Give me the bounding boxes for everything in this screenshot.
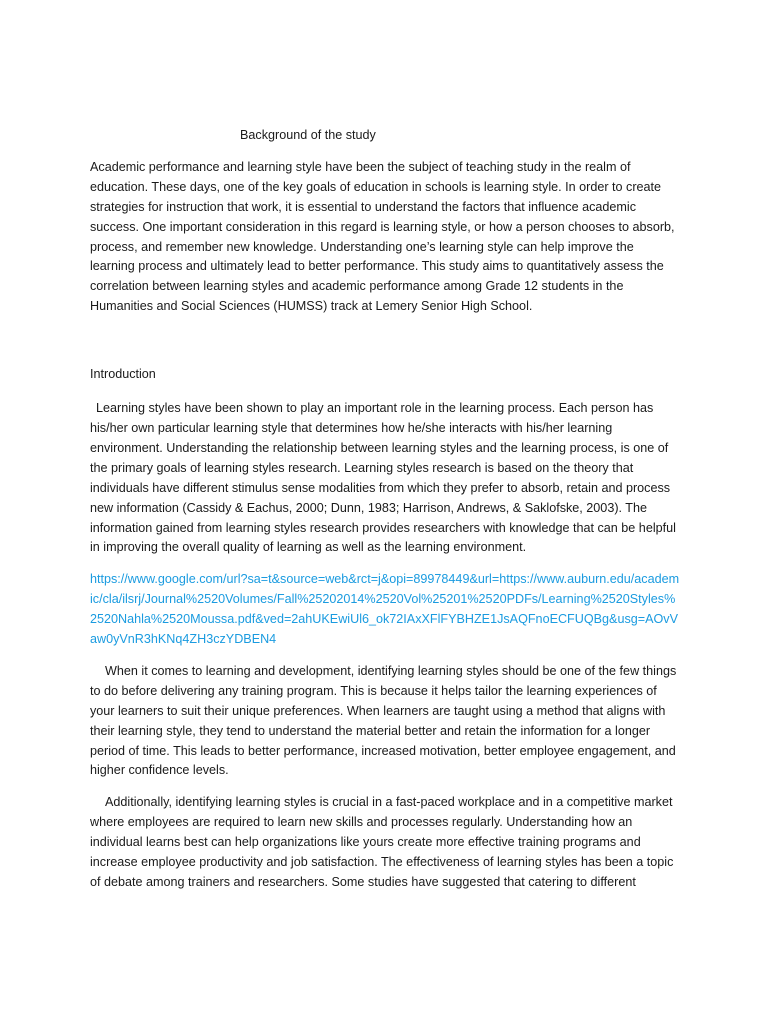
reference-link[interactable]: https://www.google.com/url?sa=t&source=web&rct=j&opi=89978449&url=https://www.auburn.edu/academic/cla/ilsrj/Journal%2520Volumes/Fall%25202014%2520Vol%25201%2520PDFs/Learning%2520Styles%2520Nahla%2520Moussa.pdf&ved=2ahUKEwiUl6_ok72IAxXFlFYBHZE1JsAQFnoECFUQBg&usg=AOvVaw0yVnR3hKNq4ZH3czYDBEN4 (90, 572, 680, 647)
document-body (90, 126, 680, 905)
section-title-background: Background of the study (240, 128, 376, 142)
background-paragraph: Academic performance and learning style have been the subject of teaching study in the realm of education. These days, one of the key goals of education in schools is learning style. In order to create strategies for instruction that work, it is essential to understand the factors that influence academic success. One important consideration in this regard is learning style, or how a person chooses to absorb, process, and remember new knowledge. Understanding one’s learning style can help improve the learning process and ultimately lead to better performance. This study aims to quantitatively assess the correlation between learning styles and academic performance among Grade 12 students in the Humanities and Social Sciences (HUMSS) track at Lemery Senior High School. (90, 159, 675, 314)
section-heading-introduction: Introduction (90, 367, 156, 382)
intro-paragraph-2: When it comes to learning and development, identifying learning styles should be one of the few things to do before delivering any training program. This is because it helps tailor the learning experiences of your learners to suit their unique preferences. When learners are taught using a method that aligns with their learning style, they tend to understand the material better and retain the information for a longer period of time. This leads to better performance, increased motivation, better employee engagement, and higher confidence levels. (90, 663, 677, 778)
intro-paragraph-3: Additionally, identifying learning styles is crucial in a fast-paced workplace and in a competitive market where employees are required to learn new skills and processes regularly. Understanding how an individual learns best can help organizations like yours create more effective training programs and increase employee productivity and job satisfaction. The effectiveness of learning styles has been a topic of debate among trainers and researchers. Some studies have suggested that catering to different (90, 795, 674, 889)
intro-paragraph-1: Learning styles have been shown to play an important role in the learning process. Each person has his/her own particular learning style that determines how he/she interacts with his/her learning environment. Understanding the relationship between learning styles and the learning process, is one of the primary goals of learning styles research. Learning styles research is based on the theory that individuals have different stimulus sense modalities from which they prefer to absorb, retain and process new information (Cassidy & Eachus, 2000; Dunn, 1983; Harrison, Andrews, & Saklofske, 2003). The information gained from learning styles research provides researchers with knowledge that can be helpful in improving the overall quality of learning as well as the learning environment. (90, 401, 676, 555)
